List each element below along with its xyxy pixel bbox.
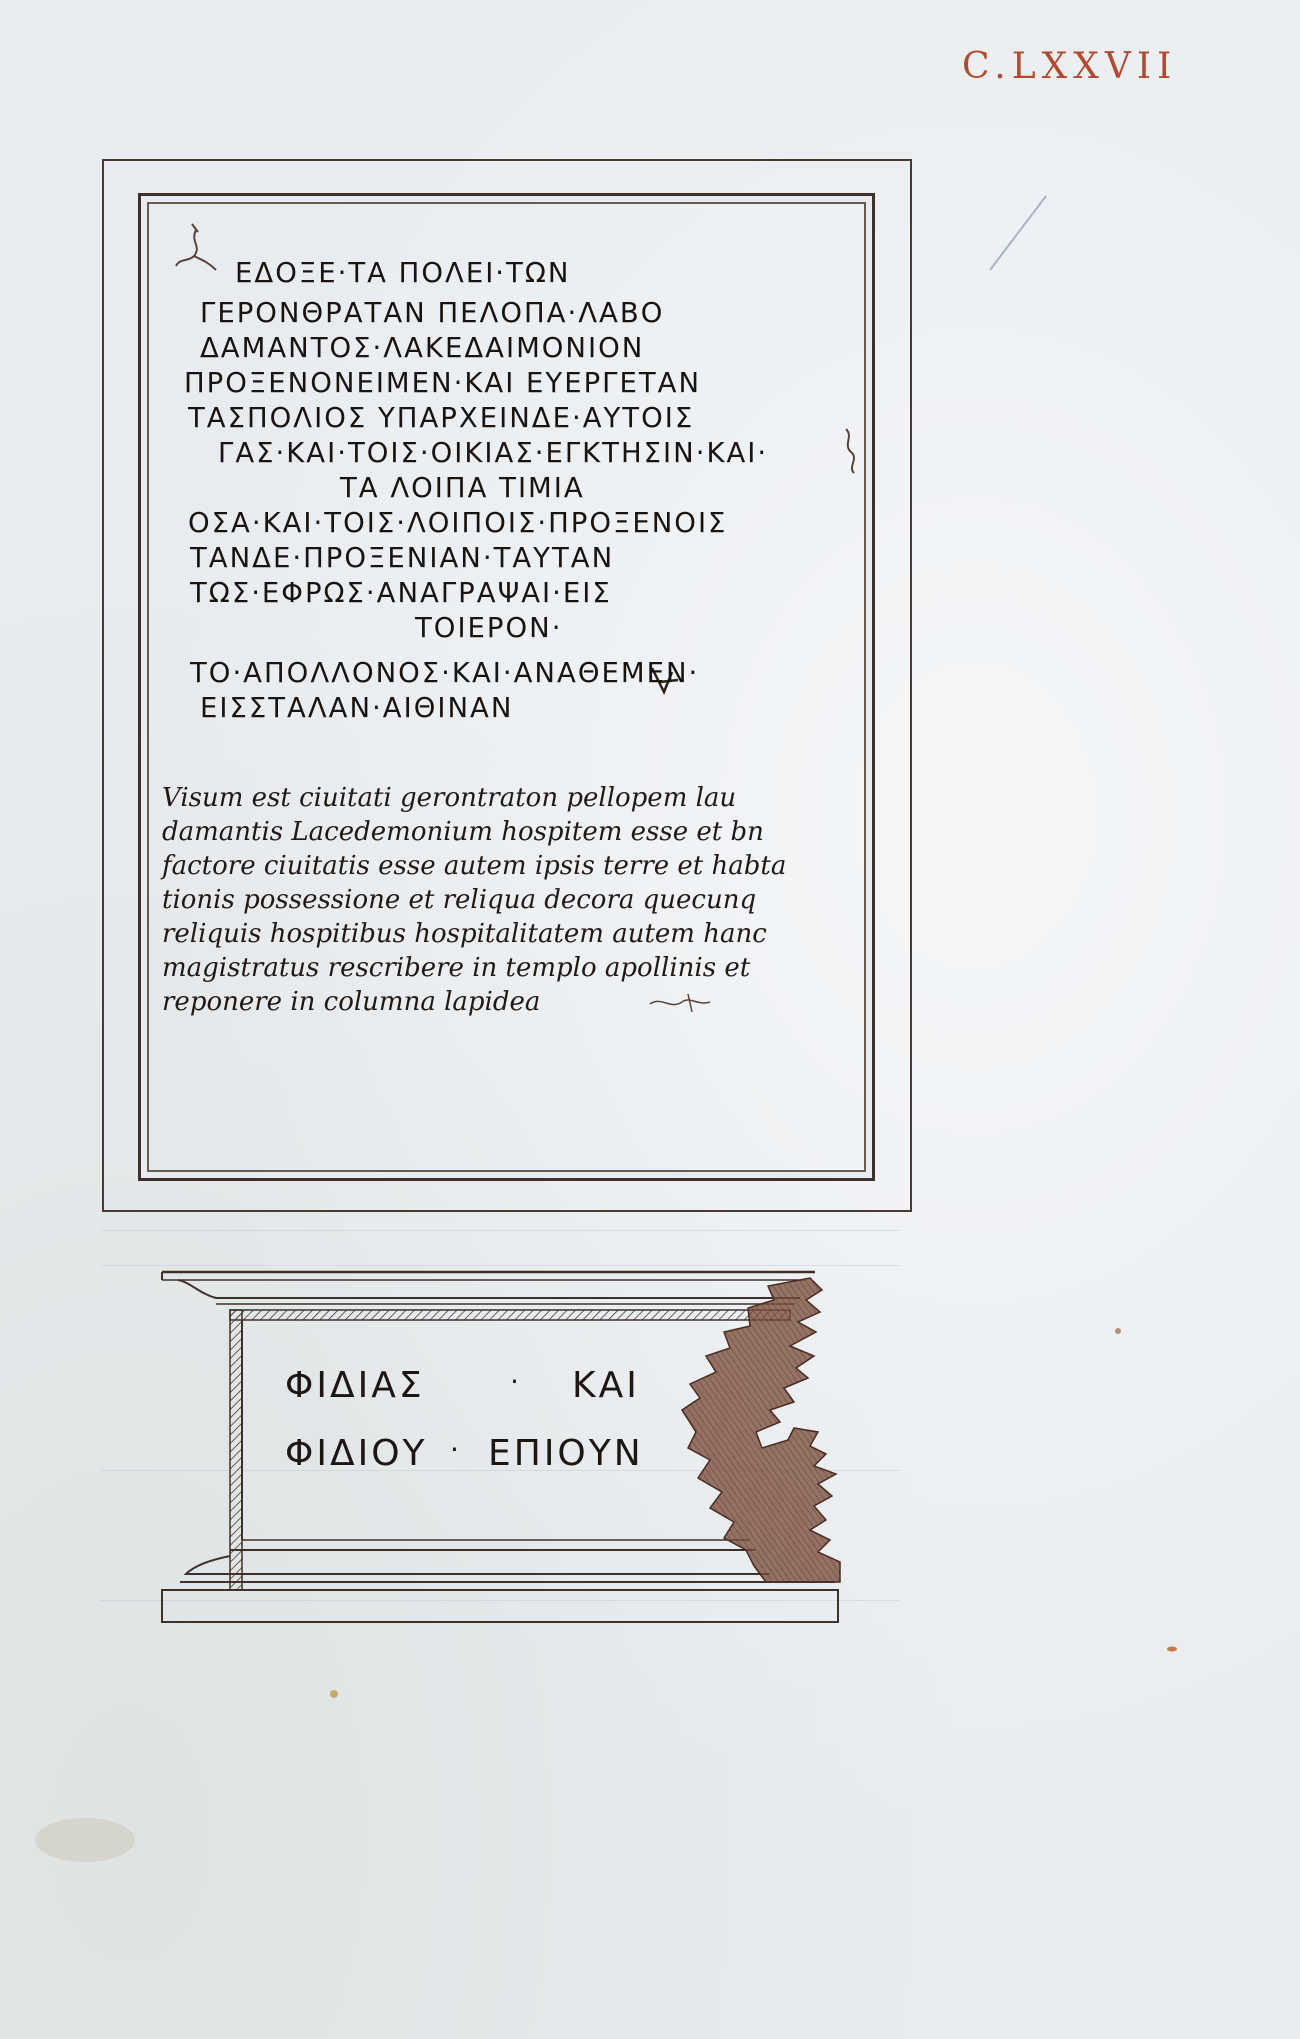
base-text-line2-right: ΕΠΙΟΥΝ: [488, 1433, 644, 1474]
greek-line: ΕΔΟΞΕ·ΤΑ ΠΟΛΕΙ·ΤΩΝ: [235, 257, 571, 289]
flourish-mark-end-latin: [648, 988, 718, 1018]
latin-line: tionis possessione et reliqua decora quecunq: [162, 885, 757, 915]
latin-line: damantis Lacedemonium hospitem esse et bn: [162, 817, 764, 847]
greek-line: ΤΑΝΔΕ·ΠΡΟΞΕΝΙΑΝ·ΤΑΥΤΑΝ: [190, 542, 615, 574]
greek-line: ΤΑ ΛΟΙΠΑ ΤΙΜΙΑ: [340, 472, 585, 504]
greek-line: ΟΣΑ·ΚΑΙ·ΤΟΙΣ·ΛΟΙΠΟΙΣ·ΠΡΟΞΕΝΟΙΣ: [188, 507, 728, 539]
greek-line: ΤΩΣ·ΕΦΡΩΣ·ΑΝΑΓΡΑΨΑΙ·ΕΙΣ: [190, 577, 612, 609]
page-speck: [328, 1688, 340, 1700]
latin-line: reponere in columna lapidea: [162, 987, 541, 1017]
base-text-interpunct: ·: [450, 1433, 462, 1466]
base-text-line1-right: ΚΑΙ: [572, 1365, 640, 1406]
pedestal-base-moldings: [162, 1550, 838, 1622]
latin-line: magistratus rescribere in templo apollinis et: [162, 953, 751, 983]
greek-line: ΓΑΣ·ΚΑΙ·ΤΟΙΣ·ΟΙΚΙΑΣ·ΕΓΚΤΗΣΙΝ·ΚΑΙ·: [218, 437, 769, 469]
greek-line: ΓΕΡΟΝΘΡΑΤΑΝ ΠΕΛΟΠΑ·ΛΑΒΟ: [200, 297, 665, 329]
base-text-line2-left: ΦΙΔΙΟΥ: [285, 1433, 428, 1474]
base-text-interpunct: ·: [510, 1365, 522, 1398]
flourish-mark-top-left: [172, 222, 222, 277]
greek-line: ΤΟΙΕΡΟΝ·: [415, 612, 563, 644]
greek-line: ΤΟ·ΑΠΟΛΛΟΝΟΣ·ΚΑΙ·ΑΝΑΘΕΜΕΝ·: [190, 657, 700, 689]
base-text-line1-left: ΦΙΔΙΑΣ: [285, 1365, 425, 1406]
pedestal-cornice: [162, 1272, 815, 1320]
latin-line: factore ciuitatis esse autem ipsis terre et habta: [162, 851, 787, 881]
folio-number: C.LXXVII: [962, 46, 1178, 87]
page-speck: [1165, 1644, 1179, 1654]
latin-line: reliquis hospitibus hospitalitatem autem hanc: [162, 919, 767, 949]
greek-line: ΔΑΜΑΝΤΟΣ·ΛΑΚΕΔΑΙΜΟΝΙΟΝ: [200, 332, 645, 364]
flourish-mark-right: [838, 425, 868, 475]
greek-line: ΤΑΣΠΟΛΙΟΣ ΥΠΑΡΧΕΙΝΔΕ·ΑΥΤΟΙΣ: [188, 402, 695, 434]
latin-line: Visum est ciuitati gerontraton pellopem lau: [162, 783, 737, 813]
page-speck: [1112, 1325, 1124, 1337]
margin-pencil-mark: [980, 190, 1060, 280]
greek-line: ΕΙΣΣΤΑΛΑΝ·ΑΙΘΙΝΑΝ: [200, 692, 514, 724]
greek-line: ΠΡΟΞΕΝΟΝΕΙΜΕΝ·ΚΑΙ ΕΥΕΡΓΕΤΑΝ: [184, 367, 702, 399]
page-stain: [30, 1810, 140, 1870]
